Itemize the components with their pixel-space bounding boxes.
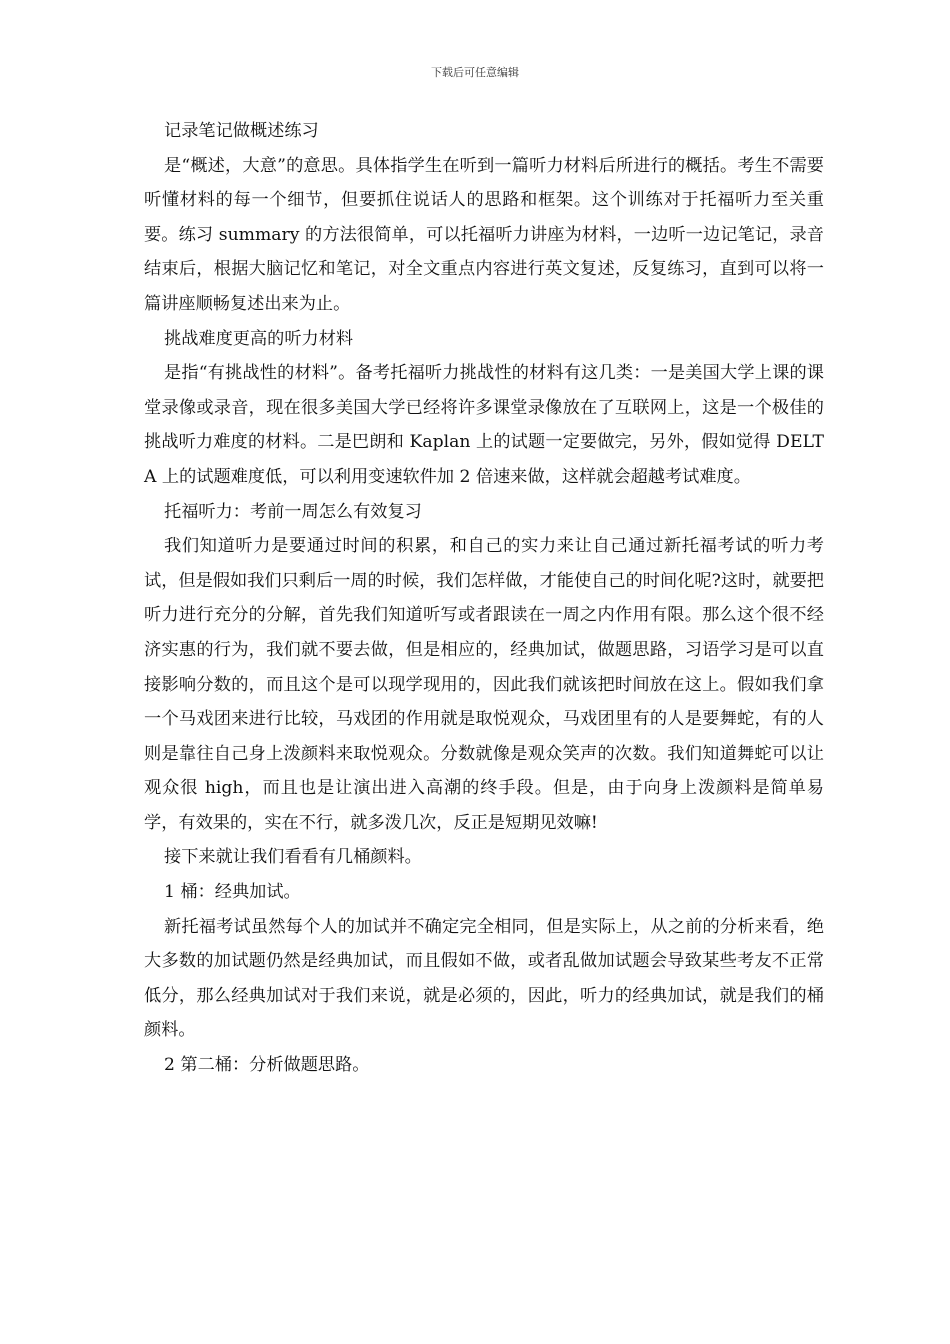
section-heading-summary: 记录笔记做概述练习 (164, 121, 319, 141)
paragraph-review: 我们知道听力是要通过时间的积累，和自己的实力来让自己通过新托福考试的听力考试，但是假如我们只剩后一周的时候，我们怎样做，才能使自己的时间化呢?这时，就要把听力进行充分的分解，首先我们知道听写或者跟读在一周之内作用有限。那么这个很不经济实惠的行为，我们就不要去做，但是相应的，经典加试，做题思路，习语学习是可以直接影响分数的，而且这个是可以现学现用的，因此我们就该把时间放在这上。假如我们拿一个马戏团来进行比较，马戏团的作用就是取悦观众，马戏团里有的人是要舞蛇，有的人则是靠往自己身上泼颜料来取悦观众。分数就像是观众笑声的次数。我们知道舞蛇可以让观众很 high，而且也是让演出进入高潮的终手段。但是，由于向身上泼颜料是简单易学，有效果的，实在不行，就多泼几次，反正是短期见效嘛! (144, 536, 824, 833)
paragraph-summary: 是“概述，大意”的意思。具体指学生在听到一篇听力材料后所进行的概括。考生不需要听懂材料的每一个细节，但要抓住说话人的思路和框架。这个训练对于托福听力至关重要。练习 summary 的方法很简单，可以托福听力讲座为材料，一边听一边记笔记，录音结束后，根据大脑记忆和笔记，对全文重点内容进行英文复述，反复练习，直到可以将一篇讲座顺畅复述出来为止。 (144, 155, 824, 314)
bucket-2-heading: 2 第二桶：分析做题思路。 (164, 1055, 370, 1076)
document-body (144, 114, 824, 1083)
bucket-1-heading: 1 桶：经典加试。 (164, 882, 301, 903)
paragraph-intro-buckets: 接下来就让我们看看有几桶颜料。 (164, 847, 422, 868)
section-heading-review: 托福听力：考前一周怎么有效复习 (164, 501, 422, 522)
section-heading-challenge: 挑战难度更高的听力材料 (164, 328, 354, 349)
paragraph-bucket-1: 新托福考试虽然每个人的加试并不确定完全相同，但是实际上，从之前的分析来看，绝大多数的加试题仍然是经典加试，而且假如不做，或者乱做加试题会导致某些考友不正常低分，那么经典加试对于我们来说，就是必须的，因此，听力的经典加试，就是我们的桶颜料。 (144, 916, 824, 1041)
paragraph-challenge: 是指“有挑战性的材料”。备考托福听力挑战性的材料有这几类：一是美国大学上课的课堂录像或录音，现在很多美国大学已经将许多课堂录像放在了互联网上，这是一个极佳的挑战听力难度的材料。二是巴朗和 Kaplan 上的试题一定要做完，另外，假如觉得 DELTA 上的试题难度低，可以利用变速软件加 2 倍速来做，这样就会超越考试难度。 (144, 363, 824, 487)
page-header: 下载后可任意编辑 (431, 66, 519, 79)
